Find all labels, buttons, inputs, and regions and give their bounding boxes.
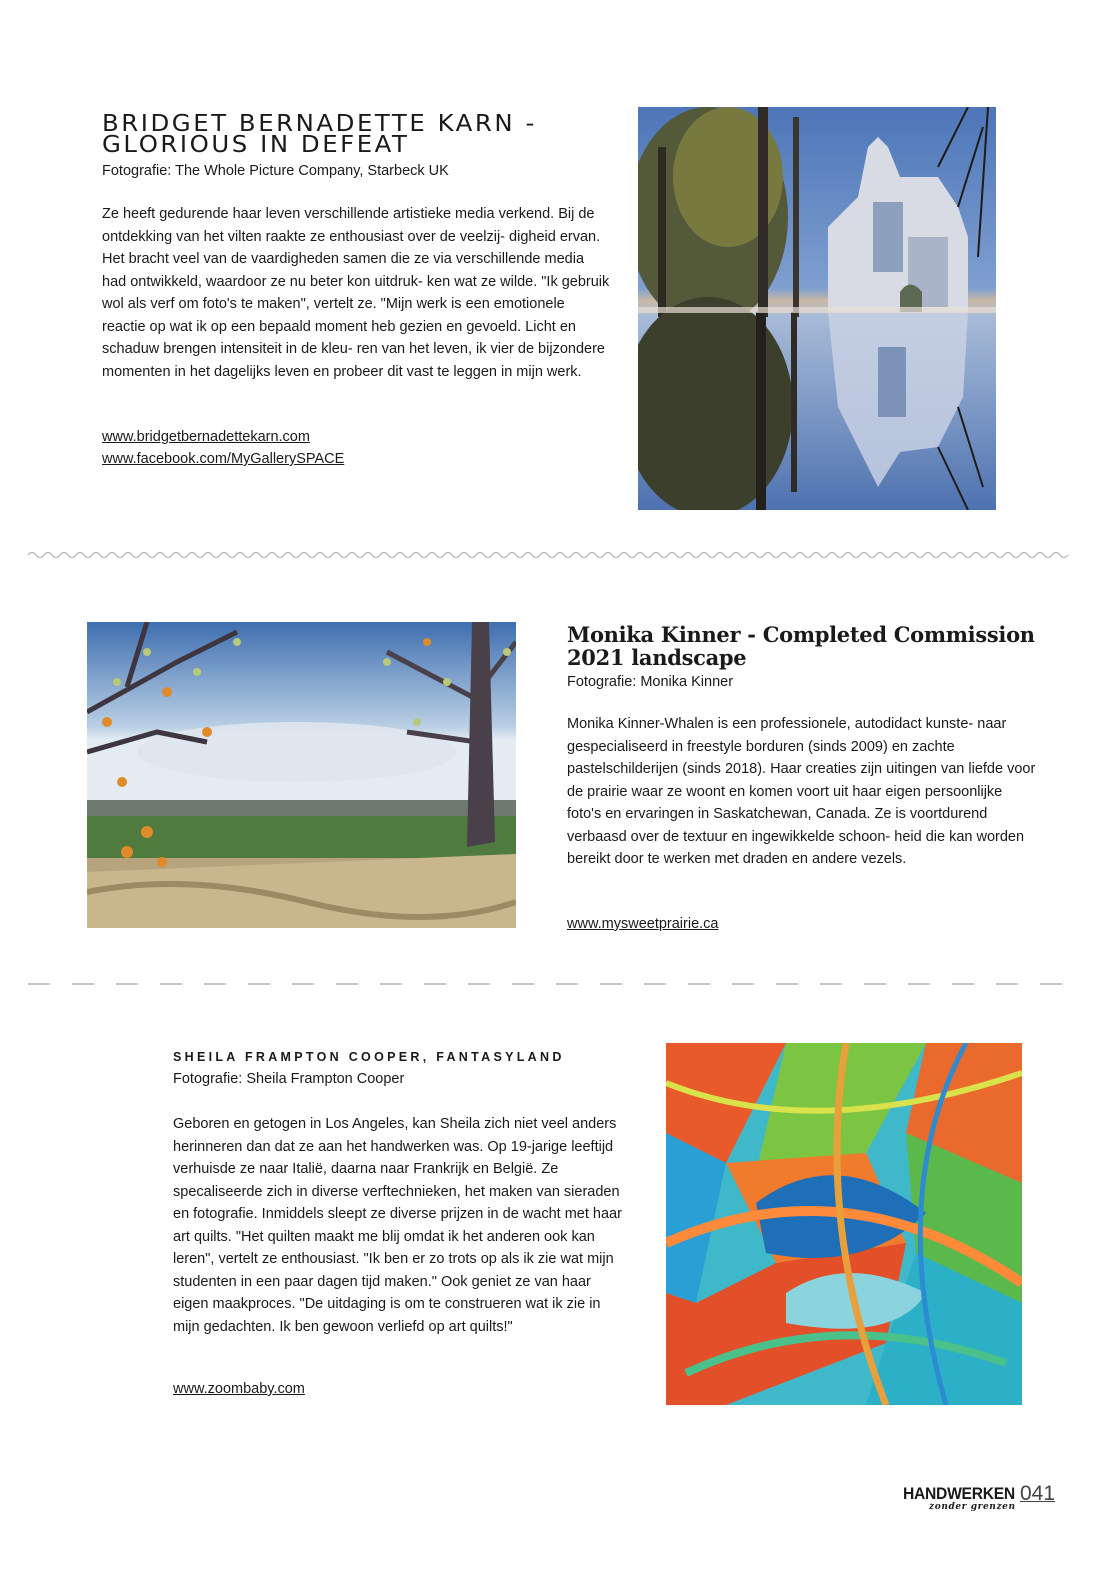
website-link[interactable]: www.zoombaby.com [173, 1381, 305, 1397]
facebook-link[interactable]: www.facebook.com/MyGallerySPACE [102, 451, 345, 467]
footer-logo [903, 1484, 1025, 1512]
article-title: Monika Kinner - Completed Commission 2021 landscape [567, 622, 1035, 670]
photo-credit: Fotografie: Monika Kinner [567, 674, 734, 690]
artwork-image-quilt [666, 1043, 1022, 1405]
photo-credit: Fotografie: The Whole Picture Company, Starbeck UK [102, 163, 449, 179]
article-bridget [102, 111, 582, 182]
website-link[interactable]: www.mysweetprairie.ca [567, 916, 719, 932]
article-links [102, 426, 344, 470]
page-number: 041 [1020, 1482, 1056, 1505]
article-body: Ze heeft gedurende haar leven verschillende artistieke media verkend. Bij de ontdekking van het vilten raakte ze enthousiast over de veelzij- digheid ervan. Het bracht veel van de vaardigheden samen die ze via verschillende media had ontwikkeld, waardoor ze nu beter kon uitdruk- ken wat ze wilde. "Ik gebruik wol als verf om foto's te maken", vertelt ze. "Mijn werk is een emotionele reactie op wat ik op een bepaald moment heb gezien en gevoeld. Licht en schaduw brengen intensiteit in de kleu- ren van het leven, ik vier de bijzondere momenten in het dagelijks leven en probeer dit vast te leggen in mijn werk. [102, 206, 610, 380]
article-body: Geboren en getogen in Los Angeles, kan Sheila zich niet veel anders herinneren dan dat ze aan het handwerken was. Op 19-jarige leeftijd verhuisde ze naar Italië, daarna naar Frankrijk en België. Ze specaliseerde zich in diverse verftechnieken, het maken van sieraden en fotografie. Inmiddels sleept ze diverse prijzen in de wacht met haar art quilts. "Het quilten maakt me blij omdat ik het anderen ook kan leren", vertelt ze enthousiast. "Ik ben er zo trots op als ik zie wat mijn studenten in een paar dagen tijd maken." Ook geniet ze van haar eigen maakproces. "De uitdaging is om te construeren wat ik zie in mijn gedachten. Ik ben gewoon verliefd op art quilts!" [173, 1116, 622, 1335]
dashed-divider [28, 982, 1073, 986]
article-body: Monika Kinner-Whalen is een professionele, autodidact kunste- naar gespecialiseerd in freestyle borduren (sinds 2009) en zachte pastelschilderijen (sinds 2018). Haar creaties zijn uitingen van liefde voor de prairie waar ze woont en komen voort uit haar eigen persoonlijke foto's en ervaringen in Saskatchewan, Canada. Ze is voortdurend verbaasd over de textuur en ingewikkelde schoon- heid die kan worden bereikt door te werken met draden en andere vezels. [567, 716, 1036, 867]
article-title: BRIDGET BERNADETTE KARN - GLORIOUS IN DEFEAT [102, 111, 537, 158]
article-title: SHEILA FRAMPTON COOPER, FANTASYLAND [173, 1050, 565, 1064]
artwork-image-prairie [87, 622, 516, 928]
brand-name: HANDWERKEN [903, 1484, 1015, 1503]
article-links [567, 913, 719, 935]
artwork-image-church [638, 107, 996, 510]
photo-credit: Fotografie: Sheila Frampton Cooper [173, 1071, 405, 1087]
wavy-divider [28, 549, 1073, 561]
brand-tagline: zonder grenzen [929, 1502, 1016, 1512]
article-monika [567, 623, 1037, 693]
website-link[interactable]: www.bridgetbernadettekarn.com [102, 429, 310, 445]
article-links [173, 1378, 305, 1400]
article-sheila [173, 1050, 613, 1090]
